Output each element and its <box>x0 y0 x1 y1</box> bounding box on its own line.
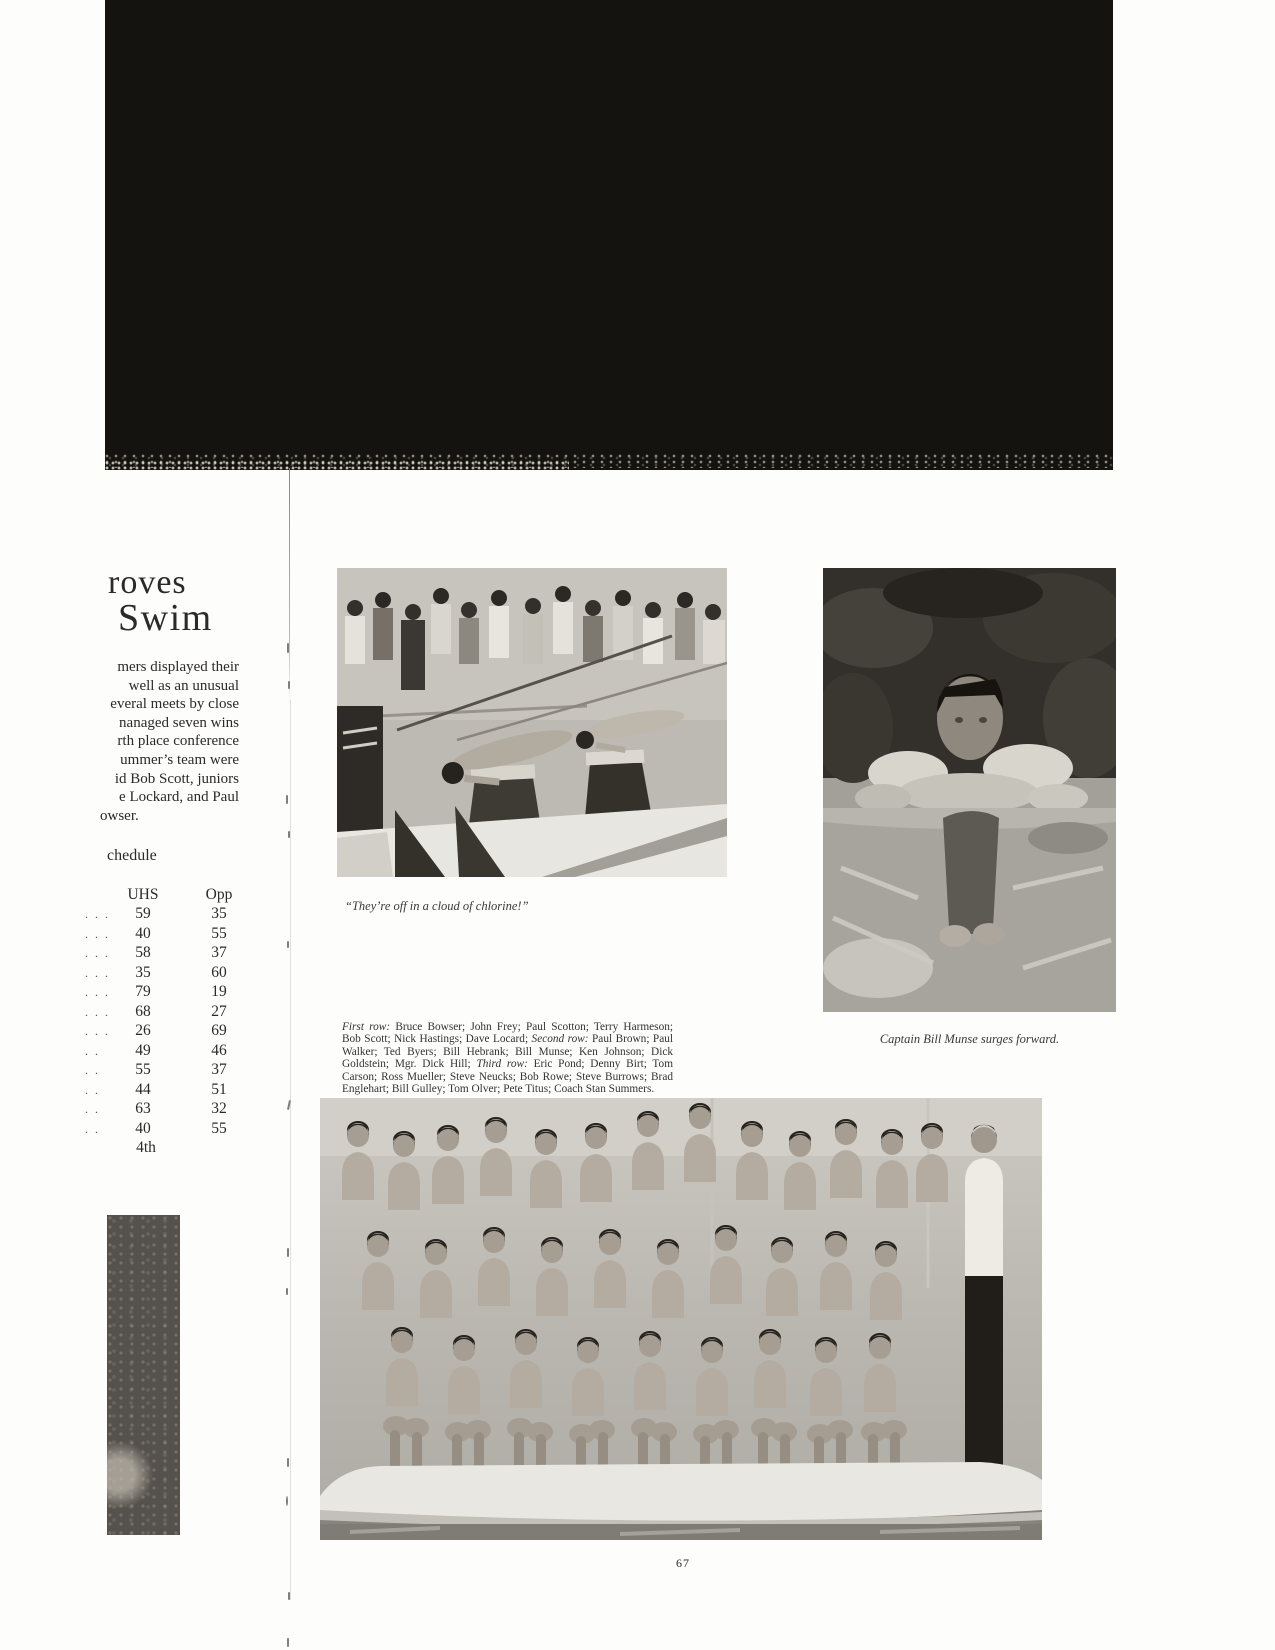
schedule-row <box>85 925 245 945</box>
munse-photo-graphic <box>823 568 1116 1012</box>
leader-dots: . . <box>85 1102 100 1116</box>
opp-score: 32 <box>211 1100 227 1117</box>
uhs-score: 55 <box>135 1061 151 1078</box>
diving-photo <box>337 568 727 877</box>
gutter-artifact <box>286 795 288 804</box>
roster-caption <box>342 1021 673 1095</box>
schedule-row <box>85 944 245 964</box>
article-line: e Lockard, and Paul <box>119 789 239 806</box>
article-line: owser. <box>100 807 139 824</box>
gutter-artifact <box>286 1496 288 1506</box>
team-photo <box>320 1098 1042 1540</box>
roster-label-first-row: First row: <box>342 1021 391 1033</box>
diving-photo-graphic <box>337 568 727 877</box>
schedule-row <box>85 1100 245 1120</box>
uhs-score: 49 <box>135 1041 151 1059</box>
gutter-line-faint <box>290 700 291 1600</box>
team-photo-graphic <box>320 1098 1042 1540</box>
uhs-score: 35 <box>135 963 151 981</box>
roster-names-second-row: Paul Brown; Paul Walker; Ted Byers; Bill Hebrank; Bill Munse; Ken Johnson; Dick Goldstein; Mgr. Dick Hill; <box>342 1033 673 1071</box>
schedule-col-opp: Opp <box>205 886 233 903</box>
schedule-footer-row <box>85 1139 245 1159</box>
gutter-line <box>289 468 290 708</box>
leader-dots: . . . <box>85 946 110 960</box>
article-heading-line2: Swim <box>118 597 213 639</box>
uhs-score: 26 <box>135 1022 151 1039</box>
uhs-score: 40 <box>135 1119 151 1137</box>
leader-dots: . . . <box>85 1024 110 1038</box>
roster-label-third-row: Third row: <box>476 1058 528 1071</box>
gutter-artifact <box>287 941 289 948</box>
uhs-score: 40 <box>135 924 151 942</box>
article-line: mers displayed their <box>117 659 239 675</box>
opp-score: 35 <box>211 905 227 922</box>
dark-top-photo <box>105 0 1113 470</box>
gutter-artifact <box>287 1638 289 1647</box>
left-dark-strip-photo <box>107 1215 180 1535</box>
opp-score: 55 <box>211 1119 227 1137</box>
article-line: well as an unusual <box>128 677 239 694</box>
schedule-row <box>85 964 245 984</box>
gutter-artifact <box>288 681 290 689</box>
leader-dots: . . <box>85 1121 100 1136</box>
schedule-row <box>85 1022 245 1042</box>
opp-score: 37 <box>211 1061 227 1078</box>
leader-dots: . . . <box>85 985 110 999</box>
opp-score: 27 <box>211 1002 227 1020</box>
article-line: rth place conference <box>117 733 239 750</box>
article-heading-line1: roves <box>108 564 187 601</box>
article-line: everal meets by close <box>110 696 239 713</box>
gutter-artifact <box>287 643 289 653</box>
article-body <box>100 658 239 825</box>
roster-label-second-row: Second row: <box>531 1033 589 1046</box>
schedule-row <box>85 1120 245 1140</box>
uhs-score: 68 <box>135 1002 151 1020</box>
film-grain-strip-left <box>105 461 569 470</box>
leader-dots: . . <box>85 1043 100 1058</box>
uhs-score: 59 <box>135 905 151 922</box>
uhs-score: 79 <box>135 983 151 1000</box>
roster-names-third-row: Eric Pond; Denny Birt; Tom Carson; Ross Mueller; Steve Neucks; Bob Rowe; Steve Burrows; Brad Englehart; Bill Gulley; Tom Olver; Pete Titus; Coach Stan Summers. <box>342 1058 673 1096</box>
opp-score: 37 <box>211 944 227 961</box>
schedule-table <box>85 886 245 1159</box>
gutter-artifact <box>288 1592 290 1600</box>
schedule-header-row <box>85 886 245 905</box>
opp-score: 69 <box>211 1022 227 1039</box>
article-line: nanaged seven wins <box>119 714 239 731</box>
uhs-score: 44 <box>135 1080 151 1098</box>
schedule-row <box>85 1081 245 1101</box>
leader-dots: . . <box>85 1082 100 1097</box>
article-line: id Bob Scott, juniors <box>114 770 239 787</box>
munse-caption: Captain Bill Munse surges forward. <box>879 1032 1060 1046</box>
opp-score: 51 <box>211 1080 227 1098</box>
opp-score: 60 <box>211 963 227 981</box>
opp-score: 19 <box>211 983 227 1000</box>
roster-names-first-row: Bruce Bowser; John Frey; Paul Scotton; Terry Harmeson; Bob Scott; Nick Hastings; Dave Locard; <box>342 1021 674 1046</box>
leader-dots: . . <box>85 1063 100 1077</box>
gutter-artifact <box>287 1458 289 1467</box>
leader-dots: . . . <box>85 926 110 941</box>
gutter-artifact <box>288 831 290 838</box>
schedule-title: chedule <box>107 847 157 864</box>
leader-dots: . . . <box>85 907 110 921</box>
final-standing: 4th <box>136 1139 156 1156</box>
leader-dots: . . . <box>85 1004 110 1019</box>
schedule-row <box>85 1061 245 1081</box>
page-number: 67 <box>676 1556 690 1570</box>
schedule-row <box>85 1042 245 1062</box>
leader-dots: . . . <box>85 965 110 980</box>
gutter-artifact <box>286 1288 288 1295</box>
opp-score: 55 <box>211 924 227 942</box>
schedule-row <box>85 905 245 925</box>
schedule-row <box>85 983 245 1003</box>
schedule-row <box>85 1003 245 1023</box>
opp-score: 46 <box>211 1041 227 1059</box>
uhs-score: 63 <box>135 1100 151 1117</box>
uhs-score: 58 <box>135 944 151 961</box>
munse-photo <box>823 568 1116 1012</box>
article-line: ummer’s team were <box>120 751 239 768</box>
gutter-artifact <box>287 1248 289 1257</box>
diving-caption: “They’re off in a cloud of chlorine!” <box>345 899 529 913</box>
schedule-col-uhs: UHS <box>127 886 159 903</box>
